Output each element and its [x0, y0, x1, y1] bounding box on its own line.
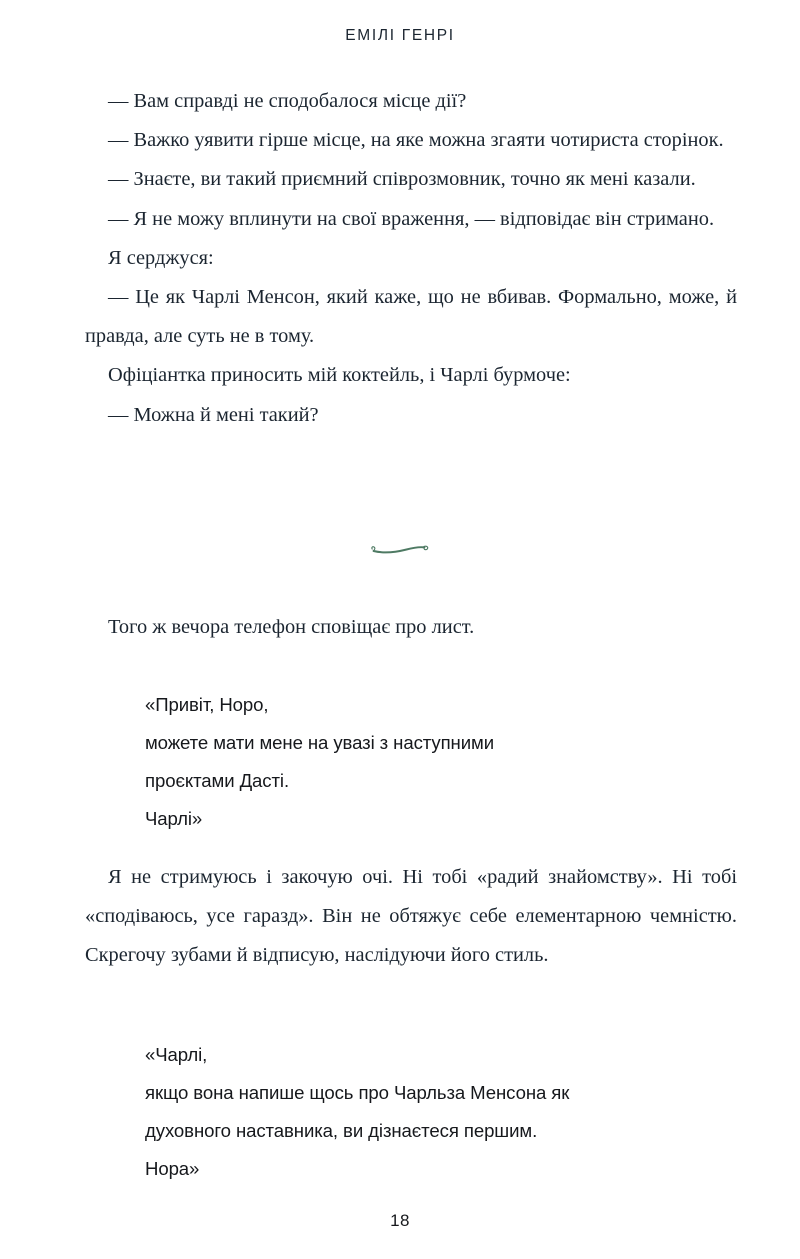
paragraph: Того ж вечора телефон сповіщає про лист.: [108, 616, 475, 638]
narrative-after-letter-one: [85, 858, 737, 976]
letter-block-two: [145, 1036, 705, 1188]
letter-block-one: [145, 686, 705, 838]
letter-line: можете мати мене на увазі з наступними: [145, 732, 494, 753]
narrative-intro: [85, 608, 737, 647]
letter-line: якщо вона напише щось про Чарльза Менсона як: [145, 1082, 570, 1103]
paragraph: Я не стримуюсь і закочую очі. Ні тобі «радий знайомству». Ні тобі «сподіваюсь, усе гаразд». Він не обтяжує себе елементарною чемністю. Скрегочу зубами й відписую, наслідуючи його стиль.: [85, 866, 737, 967]
paragraph: — Можна й мені такий?: [108, 403, 319, 426]
letter-line: Чарлі»: [145, 808, 203, 829]
flourish-divider-icon: [368, 540, 432, 562]
section-divider: [0, 536, 800, 566]
letter-line: Нора»: [145, 1158, 200, 1179]
page-number: 18: [390, 1211, 410, 1230]
dialogue-block: [85, 82, 737, 435]
paragraph: Я серджуся:: [108, 246, 214, 269]
running-head: ЕМІЛІ ГЕНРІ: [345, 27, 455, 44]
letter-line: духовного наставника, ви дізнаєтеся першим.: [145, 1120, 538, 1141]
letter-line: «Чарлі,: [145, 1044, 208, 1065]
paragraph: Офіціантка приносить мій коктейль, і Чарлі бурмоче:: [108, 364, 571, 387]
paragraph: — Вам справді не сподобалося місце дії?: [108, 90, 467, 112]
letter-line: «Привіт, Норо,: [145, 694, 269, 715]
paragraph: — Знаєте, ви такий приємний співрозмовник, точно як мені казали.: [108, 168, 696, 191]
paragraph: — Це як Чарлі Менсон, який каже, що не вбивав. Формально, може, й правда, але суть не в тому.: [85, 286, 737, 348]
paragraph: — Я не можу вплинути на свої враження, — відповідає він стримано.: [108, 207, 715, 230]
paragraph: — Важко уявити гірше місце, на яке можна згаяти чотириста сторінок.: [108, 129, 724, 152]
letter-line: проєктами Дасті.: [145, 770, 290, 791]
